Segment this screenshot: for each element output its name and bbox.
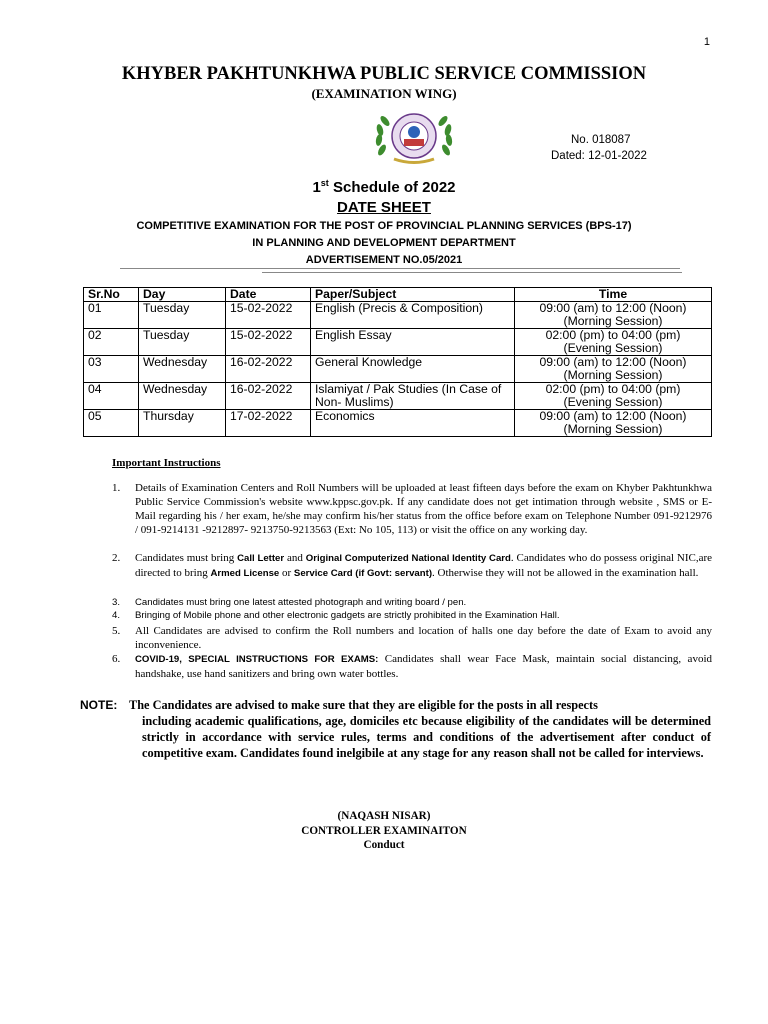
instruction-text bbox=[135, 551, 712, 581]
instruction-number: 5. bbox=[112, 625, 121, 637]
session: (Morning Session) bbox=[563, 368, 663, 382]
header-day: Day bbox=[139, 288, 226, 302]
cell-time bbox=[515, 302, 712, 329]
laurel-left bbox=[375, 114, 391, 156]
cell-time bbox=[515, 410, 712, 437]
instruction-item bbox=[112, 609, 712, 623]
cell-day: Tuesday bbox=[139, 302, 226, 329]
cell-subject: Islamiyat / Pak Studies (In Case of Non- Muslims) bbox=[311, 383, 515, 410]
time-range: 02:00 (pm) to 04:00 (pm) bbox=[545, 328, 681, 342]
signatory-name: (NAQASH NISAR) bbox=[337, 810, 431, 822]
schedule-number: 1 bbox=[312, 179, 321, 196]
text-fragment: Candidates must bring bbox=[135, 552, 238, 564]
exam-schedule-table bbox=[83, 287, 712, 437]
page-number: 1 bbox=[703, 36, 710, 48]
table-row bbox=[84, 356, 712, 383]
time-range: 09:00 (am) to 12:00 (Noon) bbox=[539, 409, 687, 423]
advertisement-number: ADVERTISEMENT NO.05/2021 bbox=[305, 254, 463, 266]
cell-subject: English Essay bbox=[311, 329, 515, 356]
covid-label: COVID-19, SPECIAL INSTRUCTIONS FOR EXAMS: bbox=[135, 654, 379, 665]
signatory-department: Conduct bbox=[363, 839, 405, 851]
date-sheet-title: DATE SHEET bbox=[337, 199, 431, 216]
cell-date: 15-02-2022 bbox=[226, 302, 311, 329]
cell-day: Thursday bbox=[139, 410, 226, 437]
note-label: NOTE: bbox=[80, 698, 118, 712]
commission-logo bbox=[374, 110, 454, 166]
session: (Morning Session) bbox=[563, 422, 663, 436]
header-sr-no: Sr.No bbox=[84, 288, 139, 302]
text-fragment: Candidates shall wear Face Mask, maintain social distancing, avoid handshake, use hand sanitizers and bring own water bottles. bbox=[135, 653, 712, 680]
exam-title-line1: COMPETITIVE EXAMINATION FOR THE POST OF PROVINCIAL PLANNING SERVICES (BPS-17) bbox=[136, 220, 632, 232]
instruction-item bbox=[112, 596, 712, 610]
instruction-item bbox=[112, 652, 712, 681]
cell-time bbox=[515, 383, 712, 410]
text-fragment: and bbox=[284, 552, 306, 564]
instruction-text bbox=[135, 652, 712, 681]
table-row bbox=[84, 383, 712, 410]
instruction-text: Candidates must bring one latest attested photograph and writing board / pen. bbox=[135, 597, 467, 608]
cnic-emphasis: Original Computerized National Identity Card bbox=[305, 553, 511, 564]
note-text: including academic qualifications, age, domiciles etc because eligibility of the candidates will be determined strictly in accordance with service rules, terms and conditions of the advertisement after conduct of competitive exam. Candidates found inelgibile at any stage for any reason shall not be called for interviews. bbox=[142, 714, 711, 760]
table-row bbox=[84, 329, 712, 356]
header-subject: Paper/Subject bbox=[311, 288, 515, 302]
schedule-heading bbox=[0, 178, 768, 196]
cell-sr-no: 02 bbox=[84, 329, 139, 356]
header-date: Date bbox=[226, 288, 311, 302]
cell-sr-no: 05 bbox=[84, 410, 139, 437]
instruction-text: All Candidates are advised to confirm the Roll numbers and location of halls one day before the date of Exam to avoid any inconvenience. bbox=[135, 625, 712, 651]
cell-date: 16-02-2022 bbox=[226, 356, 311, 383]
divider bbox=[262, 272, 682, 273]
examination-wing: (EXAMINATION WING) bbox=[311, 86, 457, 101]
cell-date: 16-02-2022 bbox=[226, 383, 311, 410]
schedule-ordinal: st bbox=[320, 178, 329, 188]
text-fragment: . Candidates who do possess original NIC,are directed to bring bbox=[135, 552, 713, 579]
session: (Morning Session) bbox=[563, 314, 663, 328]
cell-day: Wednesday bbox=[139, 383, 226, 410]
instruction-number: 6. bbox=[112, 653, 121, 665]
laurel-right bbox=[437, 114, 453, 156]
instructions-title: Important Instructions bbox=[112, 457, 221, 469]
text-fragment: . Otherwise they will not be allowed in the examination hall. bbox=[432, 567, 699, 579]
cell-sr-no: 01 bbox=[84, 302, 139, 329]
cell-subject: Economics bbox=[311, 410, 515, 437]
instruction-text: Bringing of Mobile phone and other electronic gadgets are strictly prohibited in the Examination Hall. bbox=[135, 610, 560, 621]
divider bbox=[120, 268, 680, 269]
issue-date: Dated: 12-01-2022 bbox=[551, 150, 647, 162]
session: (Evening Session) bbox=[563, 395, 663, 409]
time-range: 02:00 (pm) to 04:00 (pm) bbox=[545, 382, 681, 396]
instruction-text: Details of Examination Centers and Roll Numbers will be uploaded at least fifteen days before the exam on Khyber Pakhtunkhwa Public Service Commission's website www.kppsc.gov.pk. If any candidate does not get intimation through website , SMS or E-Mail regarding his / her exam, he/she may confirm his/her status from the office before exam on Telephone Number 091-9212976 / 091-9214131 -9212897- 9213750-9213563 (Ext: No 105, 113) or visit the office on any working day. bbox=[135, 482, 712, 536]
table-header-row bbox=[84, 288, 712, 302]
note-first-line: The Candidates are advised to make sure that they are eligible for the posts in all respects bbox=[129, 698, 598, 712]
instruction-item bbox=[112, 551, 712, 581]
organization-name: KHYBER PAKHTUNKHWA PUBLIC SERVICE COMMISSION bbox=[121, 64, 647, 84]
time-range: 09:00 (am) to 12:00 (Noon) bbox=[539, 355, 687, 369]
cell-day: Tuesday bbox=[139, 329, 226, 356]
exam-title-line2: IN PLANNING AND DEVELOPMENT DEPARTMENT bbox=[252, 237, 516, 249]
cell-sr-no: 04 bbox=[84, 383, 139, 410]
schedule-label: Schedule of 2022 bbox=[328, 179, 456, 196]
cell-subject: General Knowledge bbox=[311, 356, 515, 383]
header-time: Time bbox=[515, 288, 712, 302]
cell-day: Wednesday bbox=[139, 356, 226, 383]
instruction-item bbox=[112, 481, 712, 537]
cell-time bbox=[515, 329, 712, 356]
cell-date: 15-02-2022 bbox=[226, 329, 311, 356]
reference-number: No. 018087 bbox=[571, 134, 631, 146]
session: (Evening Session) bbox=[563, 341, 663, 355]
cell-time bbox=[515, 356, 712, 383]
armed-license-emphasis: Armed License bbox=[210, 568, 280, 579]
cell-date: 17-02-2022 bbox=[226, 410, 311, 437]
time-range: 09:00 (am) to 12:00 (Noon) bbox=[539, 301, 687, 315]
instruction-item bbox=[112, 624, 712, 652]
text-fragment: or bbox=[279, 567, 294, 579]
call-letter-emphasis: Call Letter bbox=[237, 553, 285, 564]
instruction-number: 2. bbox=[112, 552, 121, 564]
instruction-number: 3. bbox=[112, 597, 121, 608]
table-row bbox=[84, 410, 712, 437]
cell-sr-no: 03 bbox=[84, 356, 139, 383]
instruction-number: 4. bbox=[112, 610, 121, 621]
service-card-emphasis: Service Card (if Govt: servant) bbox=[293, 568, 433, 579]
cell-subject: English (Precis & Composition) bbox=[311, 302, 515, 329]
table-row bbox=[84, 302, 712, 329]
instruction-number: 1. bbox=[112, 482, 121, 494]
signatory-title: CONTROLLER EXAMINAITON bbox=[301, 825, 467, 837]
